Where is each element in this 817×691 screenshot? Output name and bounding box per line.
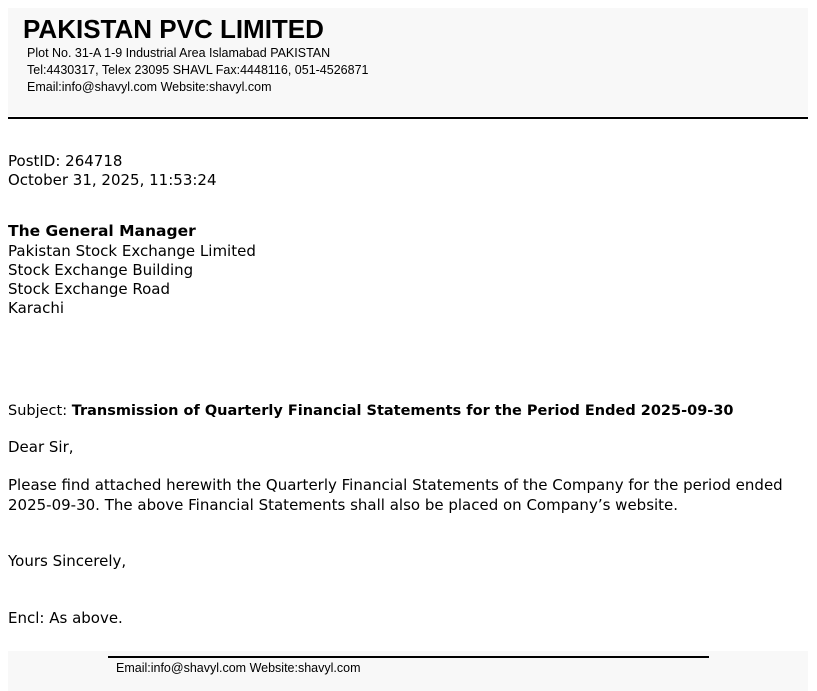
company-name: PAKISTAN PVC LIMITED xyxy=(23,14,324,44)
post-date: October 31, 2025, 11:53:24 xyxy=(8,171,217,189)
company-email-website: Email:info@shavyl.com Website:shavyl.com xyxy=(27,80,272,94)
recipient-address-line: Pakistan Stock Exchange Limited xyxy=(8,242,256,260)
subject-line xyxy=(8,402,734,421)
letterhead xyxy=(8,8,808,116)
header-divider xyxy=(8,117,808,119)
post-id: PostID: 264718 xyxy=(8,152,123,170)
company-phone-fax: Tel:4430317, Telex 23095 SHAVL Fax:4448116, 051-4526871 xyxy=(27,63,369,77)
company-address: Plot No. 31-A 1-9 Industrial Area Islamabad PAKISTAN xyxy=(27,46,331,60)
letter-body: Please find attached herewith the Quarterly Financial Statements of the Company for the period ended 2025-09-30. The above Financial Statements shall also be placed on Company’s website. xyxy=(8,476,783,514)
subject-label: Subject: xyxy=(8,403,68,419)
recipient-title: The General Manager xyxy=(8,222,196,240)
recipient-address-line: Stock Exchange Road xyxy=(8,280,170,298)
footer-divider xyxy=(108,656,709,658)
recipient-address-line: Stock Exchange Building xyxy=(8,261,194,279)
enclosure-note: Encl: As above. xyxy=(8,609,123,627)
closing: Yours Sincerely, xyxy=(8,552,127,570)
footer xyxy=(8,651,808,691)
recipient-address-line: Karachi xyxy=(8,299,65,317)
footer-email-website: Email:info@shavyl.com Website:shavyl.com xyxy=(116,661,361,675)
subject-text: Transmission of Quarterly Financial Statements for the Period Ended 2025-09-30 xyxy=(71,403,734,419)
salutation: Dear Sir, xyxy=(8,438,74,456)
